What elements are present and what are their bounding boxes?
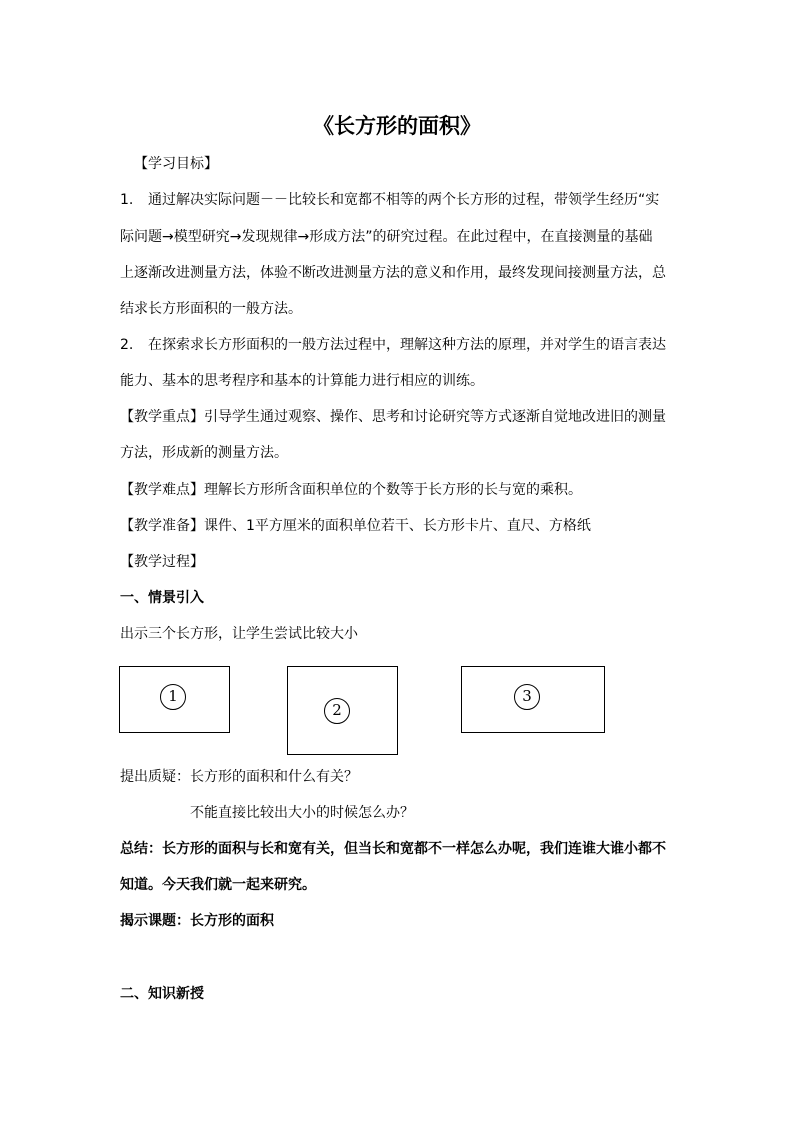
section-2-heading: 二、知识新授 [120,986,204,1002]
section-1-intro: 出示三个长方形，让学生尝试比较大小 [120,626,358,642]
goal-1-line-1 [120,189,659,209]
goal-1-line-2: 际问题→模型研究→发现规律→形成方法”的研究过程。在此过程中，在直接测量的基础 [120,229,653,245]
rectangle-2-label: 2 [324,698,350,724]
section-1-heading: 一、情景引入 [120,590,204,606]
goal-1-text-1: 通过解决实际问题－－比较长和宽都不相等的两个长方形的过程，带领学生经历“实 [148,192,660,208]
process-heading: 【教学过程】 [120,554,204,570]
rectangle-2 [287,666,398,755]
summary-line-2: 知道。今天我们就一起来研究。 [120,877,316,893]
difficulty-line: 【教学难点】理解长方形所含面积单位的个数等于长方形的长与宽的乘积。 [120,482,582,498]
key-point-line-1: 【教学重点】引导学生通过观察、操作、思考和讨论研究等方式逐渐自觉地改进旧的测量 [120,409,666,425]
rectangle-1-label: 1 [160,684,186,710]
rectangle-3-label: 3 [514,684,540,710]
rectangle-1 [119,666,230,733]
topic-line: 揭示课题：长方形的面积 [120,913,274,929]
goal-1-line-3: 上逐渐改进测量方法，体验不断改进测量方法的意义和作用，最终发现间接测量方法，总 [120,265,666,281]
goal-2-number: 2. [120,337,134,353]
goals-heading: 【学习目标】 [134,156,218,172]
key-point-line-2: 方法，形成新的测量方法。 [120,445,288,461]
goal-2-text-1: 在探索求长方形面积的一般方法过程中，理解这种方法的原理，并对学生的语言表达 [148,337,666,353]
summary-line-1: 总结：长方形的面积与长和宽有关，但当长和宽都不一样怎么办呢，我们连谁大谁小都不 [120,841,666,857]
rectangle-3 [461,666,605,733]
goal-2-line-1 [120,334,666,354]
goal-2-line-2: 能力、基本的思考程序和基本的计算能力进行相应的训练。 [120,373,484,389]
question-2: 不能直接比较出大小的时候怎么办？ [190,805,414,821]
document-title: 《长方形的面积》 [313,114,481,138]
goal-1-number: 1. [120,192,134,208]
goal-1-line-4: 结求长方形面积的一般方法。 [120,301,302,317]
preparation-line: 【教学准备】课件、1平方厘米的面积单位若干、长方形卡片、直尺、方格纸 [120,518,591,534]
question-1: 提出质疑：长方形的面积和什么有关？ [120,769,358,785]
